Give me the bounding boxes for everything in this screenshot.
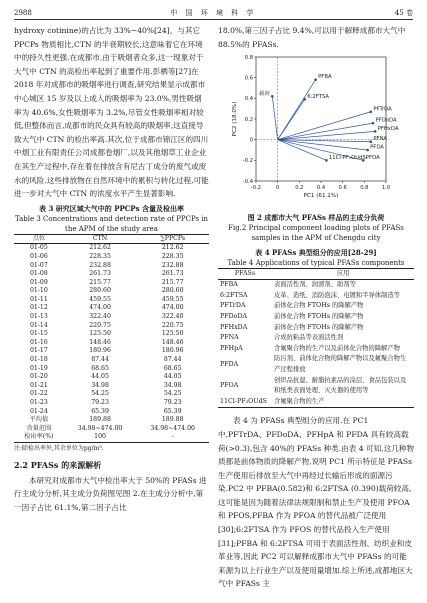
table-cell: 表面活性剂、润滑剂、助剂等 — [274, 281, 356, 289]
section-title: 2.2 PFASs 的来源解析 — [14, 459, 102, 470]
table-4 — [218, 268, 414, 408]
table-3-header: CTN — [64, 234, 137, 244]
table-cell: 65.39 — [91, 407, 109, 415]
table-row — [14, 313, 209, 322]
journal-name: 中 国 环 境 科 学 — [170, 9, 257, 17]
table-3-header: 点位 — [14, 234, 64, 244]
table-cell: PFBA — [220, 281, 238, 289]
table-cell: 232.88 — [161, 261, 184, 269]
table-cell: 34.98~474.00 — [77, 424, 123, 432]
table-cell: 212.62 — [89, 244, 111, 252]
right-paragraph-2: 表 4 为 PFASs 典型组分的应用.在 PC1 中,PFTrDA、PFDoDA、PFHpA 和 PFDA 具有较高载荷(>0.3),包含 40%的 PFASs 种类.由表 4 可知,这几种物质都是前体物质的降解产物,说明 PC1 所示特征是 PFASs 生产使用后排放至大气中再经过长输后形成的面源污染.PC2 中 PFBA(0.582)和 6:2FTSA (0.390)载荷较高,这可能是因为随着法律法规限制和禁止生产及使用 PFOA 和 PFOS,PFBA 作为 PFOA 的替代品被广泛使用[30];6:2FTSA 作为 PFOS 的替代品投入生产使用[31];PFBA 和 6:2FTSA 可用于表面活性剂、纺织业和皮革业等,因此 PC2 可以解释成都市大气中 PFASs 的可能来源为以上行业生产以及使用量增加.综上所述,成都地区大气中 PFASs 主 — [218, 416, 414, 589]
y-axis-label: PC2 (18.0%) — [232, 101, 238, 137]
table-cell: 228.35 — [89, 252, 111, 260]
table-row — [14, 253, 209, 262]
table-cell: 01-14 — [29, 321, 48, 329]
table-cell: 215.77 — [89, 278, 111, 286]
table-cell: 280.60 — [161, 287, 184, 295]
table-row — [218, 354, 414, 375]
table-row — [218, 333, 414, 344]
y-tick-label: 0.2 — [244, 116, 253, 123]
table-cell: 34.98 — [91, 381, 109, 389]
table-row — [218, 323, 414, 334]
table-cell: 01-24 — [29, 407, 48, 415]
table-cell: 34.98 — [163, 381, 182, 389]
table-cell: 含氟聚合物的生产 — [272, 397, 414, 408]
table-cell: 125.50 — [161, 330, 184, 338]
table-row — [218, 344, 414, 355]
figure-2-title-en: Fig.2 Principal component loading plots of PFASs samples in the APM of Chengdu city — [228, 224, 404, 243]
table-row — [218, 312, 414, 323]
loading-vector — [278, 100, 305, 140]
table-cell: 322.40 — [161, 313, 184, 321]
table-row — [14, 390, 209, 399]
table-cell: 189.88 — [89, 416, 111, 424]
loading-label: PFDA — [370, 144, 384, 151]
table-cell: 01-08 — [29, 270, 48, 278]
table-cell: PFNA — [220, 334, 239, 342]
table-cell: PFDA — [220, 360, 239, 368]
table-cell: 474.00 — [161, 304, 184, 312]
table-cell: 前体化合物 FTOHs 的降解产物 — [274, 312, 364, 320]
table-cell: 322.40 — [89, 313, 111, 321]
table-row — [14, 408, 209, 417]
y-tick-label: 0.8 — [244, 54, 253, 61]
table-cell: 68.65 — [163, 364, 182, 372]
table-cell: 防污剂、前体化合物的降解产物以及氟聚合物生产过程排放 — [274, 355, 407, 373]
table-cell: 44.05 — [91, 373, 109, 381]
table-cell: 01-22 — [29, 390, 48, 398]
table-cell: 148.46 — [161, 338, 184, 346]
table-cell: 261.73 — [89, 270, 111, 278]
table-cell: 87.44 — [91, 356, 109, 364]
loading-label: PFOA — [365, 155, 380, 162]
table-row — [14, 373, 209, 382]
table-4-header: PFASs — [218, 269, 272, 280]
volume-number: 45 卷 — [394, 9, 413, 17]
table-row — [14, 347, 209, 356]
y-tick-label: 0 — [249, 137, 253, 144]
table-row — [14, 339, 209, 348]
table-cell: 01-15 — [29, 330, 48, 338]
table-row — [14, 304, 209, 313]
table-cell: 54.25 — [163, 390, 182, 398]
table-summary-row — [14, 416, 209, 425]
table-4-title: 表 4 PFASs 典型组分的应用[28-29] — [255, 248, 377, 258]
loading-point — [303, 98, 306, 101]
right-paragraph-1: 18.0%,第三因子占比 9.4%,可以用于解释成都市大气中 88.5%的 PFASs. — [218, 26, 406, 49]
table-3 — [14, 234, 209, 443]
table-cell: PFTrDA — [220, 302, 246, 310]
x-tick-label: 0.4 — [316, 185, 326, 192]
pca-chart-svg — [218, 51, 414, 213]
right-column — [218, 24, 414, 591]
loading-point — [314, 79, 317, 82]
table-3-note: 注:除检出率外,其余单位为pg/m³. — [14, 444, 104, 452]
table-cell: 11Cl-PF₃OUdS — [218, 397, 272, 408]
table-cell: 68.65 — [91, 364, 109, 372]
table-4-body — [218, 280, 414, 408]
table-cell: 180.96 — [161, 347, 184, 355]
table-cell: PFOA — [220, 381, 239, 389]
figure-2-title: 图 2 成都市大气 PFASs 样品的主成分负荷 — [247, 213, 385, 223]
x-tick-label: -0.2 — [250, 185, 262, 192]
table-cell: 01-17 — [29, 347, 48, 355]
table-row — [14, 382, 209, 391]
table-row — [14, 330, 209, 339]
table-row — [218, 397, 414, 408]
y-tick-label: -0.4 — [242, 178, 253, 185]
table-row — [218, 280, 414, 291]
table-3-body — [14, 244, 209, 443]
loading-label: 载荷 — [259, 90, 270, 97]
table-cell: PFDoDA — [220, 312, 248, 320]
table-cell: 87.44 — [163, 356, 182, 364]
table-cell: 01-19 — [29, 364, 48, 372]
table-cell: 180.96 — [89, 347, 111, 355]
loading-point — [370, 111, 373, 114]
table-4-title-en: Table 4 Applications of typical PFASs components — [227, 259, 405, 268]
x-tick-label: 0.6 — [338, 185, 347, 192]
table-cell: 含量范围 — [26, 424, 52, 432]
table-cell: 创织品抗湿、耐脂抗素品的涂层、食品包装以及和纸类表面处理、灭火器的使用等 — [274, 376, 407, 395]
table-cell: 261.73 — [161, 270, 184, 278]
table-cell: 100 — [64, 433, 137, 442]
loading-point — [366, 149, 369, 152]
table-cell: 212.62 — [161, 244, 184, 252]
table-3-header: ∑PPCPs — [136, 234, 209, 244]
table-row — [14, 287, 209, 296]
table-row — [14, 244, 209, 253]
table-cell: 01-07 — [29, 261, 48, 269]
table-4-header: 应用 — [272, 269, 414, 280]
table-row — [14, 262, 209, 271]
table-cell: PFHxDA — [220, 323, 248, 331]
x-axis-label: PC1 (61.1%) — [303, 193, 339, 200]
table-cell: 平均值 — [29, 416, 49, 424]
table-cell: 228.35 — [161, 252, 184, 260]
table-cell: 01-13 — [29, 313, 48, 321]
table-cell: 220.75 — [161, 321, 184, 329]
table-cell: 54.25 — [91, 390, 109, 398]
table-cell: 44.05 — [163, 373, 182, 381]
table-cell: 含氟聚合物的生产以及前体化合物的降解产物 — [274, 344, 400, 352]
table-cell: 01-18 — [29, 356, 48, 364]
table-cell: 01-09 — [29, 278, 48, 286]
table-cell: 01-20 — [29, 373, 48, 381]
table-cell: 01-11 — [29, 295, 48, 303]
left-paragraph-2: 本研究对成都市大气中检出率大于 50%的 PFASs 进行主成分分析,其主成分负荷图见图 2.在主成分分析中,第一因子占比 61.1%,第二因子占比 — [14, 475, 207, 512]
table-cell: 检出率(%) — [14, 433, 64, 442]
page-header — [14, 7, 413, 20]
table-cell: 215.77 — [161, 278, 184, 286]
loading-point — [325, 159, 328, 162]
y-tick-label: 0.6 — [244, 75, 253, 82]
table-cell: 125.50 — [89, 330, 111, 338]
loading-point — [374, 130, 377, 133]
y-tick-label: 0.4 — [244, 96, 253, 103]
table-cell: 01-12 — [29, 304, 48, 312]
pca-loading-chart — [218, 51, 414, 213]
table-row — [218, 376, 414, 397]
table-cell: 合成抗粘品等表面活性剂 — [274, 334, 344, 342]
table-cell: 79.23 — [91, 399, 109, 406]
table-cell: 前体化合物 FTOHs 的降解产物 — [274, 323, 364, 331]
loading-label: PFTrDA — [373, 106, 392, 113]
table-cell: 01-05 — [29, 244, 48, 252]
table-cell: PFHpA — [220, 344, 243, 352]
table-cell: 01-16 — [29, 338, 48, 346]
table-row — [218, 291, 414, 302]
table-cell: 65.39 — [163, 407, 182, 415]
table-cell: 148.46 — [89, 338, 111, 346]
loading-vector — [272, 96, 277, 139]
loading-label: PFHxDA — [377, 126, 399, 133]
table-cell: 皮革、造纸、消防泡沫、电镀和半导体制造等 — [274, 291, 400, 299]
left-paragraph-1: hydroxy cotinine)的占比为 33%~40%[24]，与其它 PPCPs 物质相比,CTN 的半衰期较长,这意味着它在环境中的持久性更强.在成都市,由于吸烟者众多,这一现象对于大气中 CTN 的高检出率起到了重要作用.彭栖等[27]在 2018 年对成都市的吸烟率进行调查,研究结果显示成都市中心城区 15 岁及以上成人的吸烟率为 23.0%,男性吸烟率为 40.6%,女性吸烟率为 3.2%,尽管女性吸烟率相对较低,但整体而言,成都市的民众具有较高的吸烟率,这直接导致大气中 CTN 的检出率高.其次,位于成都市锦江区的四川中烟工业有限责任公司成都卷烟厂,以及其他烟草工业企业在其生产过程中,存在着在排放含有尼古丁成分的废气或废水的风险.这些排放物在自然环境中的累积与转化过程,可能进一步对大气中 CTN 的浓度水平产生显著影响. — [14, 26, 209, 199]
table-summary-row — [14, 433, 209, 442]
table-cell: 459.55 — [161, 295, 184, 303]
table-row — [218, 301, 414, 312]
table-cell: 79.23 — [163, 399, 182, 406]
table-cell: 220.75 — [89, 321, 111, 329]
table-row — [14, 279, 209, 288]
loading-label: PFBA — [318, 74, 332, 81]
table-cell: 459.55 — [89, 295, 111, 303]
loading-label: 11Cl-PF₃OUdS — [328, 155, 366, 162]
table-3-title-en: Table 3 Concentrations and detection rate of PPCPs in the APM of the study area — [14, 214, 209, 233]
left-column — [14, 24, 209, 514]
table-row — [14, 399, 209, 408]
x-tick-label: 0 — [276, 185, 280, 192]
table-cell: 01-06 — [29, 252, 48, 260]
table-cell: 01-21 — [29, 381, 48, 389]
x-tick-label: 0.2 — [295, 185, 304, 192]
table-cell: - — [136, 433, 209, 442]
loading-point — [271, 95, 274, 98]
table-cell: 6:2FTSA — [220, 291, 248, 299]
loading-label: PFNA — [373, 136, 388, 143]
table-cell: 189.88 — [161, 416, 184, 424]
x-tick-label: 1.0 — [381, 185, 391, 192]
page-number: 2988 — [14, 9, 32, 17]
loading-point — [372, 122, 375, 125]
table-3-title: 表 3 研究区域大气中的 PPCPs 含量及检出率 — [39, 203, 184, 213]
table-row — [14, 365, 209, 374]
table-cell: 280.60 — [89, 287, 111, 295]
table-row — [14, 322, 209, 331]
loading-label: PFDoDA — [375, 117, 397, 124]
loading-label: 6:2FTSA — [307, 94, 330, 101]
table-row — [14, 270, 209, 279]
table-row — [14, 356, 209, 365]
table-cell: 前体化合物 FTOHs 的降解产物 — [274, 302, 364, 310]
x-tick-label: 0.8 — [360, 185, 369, 192]
table-cell: 01-23 — [29, 399, 48, 406]
table-row — [14, 296, 209, 305]
table-cell: 474.00 — [89, 304, 111, 312]
table-cell: 232.88 — [89, 261, 111, 269]
table-cell: 34.98~474.00 — [150, 424, 195, 432]
loading-point — [370, 141, 373, 144]
table-cell: 01-10 — [29, 287, 48, 295]
y-tick-label: -0.2 — [242, 158, 253, 165]
